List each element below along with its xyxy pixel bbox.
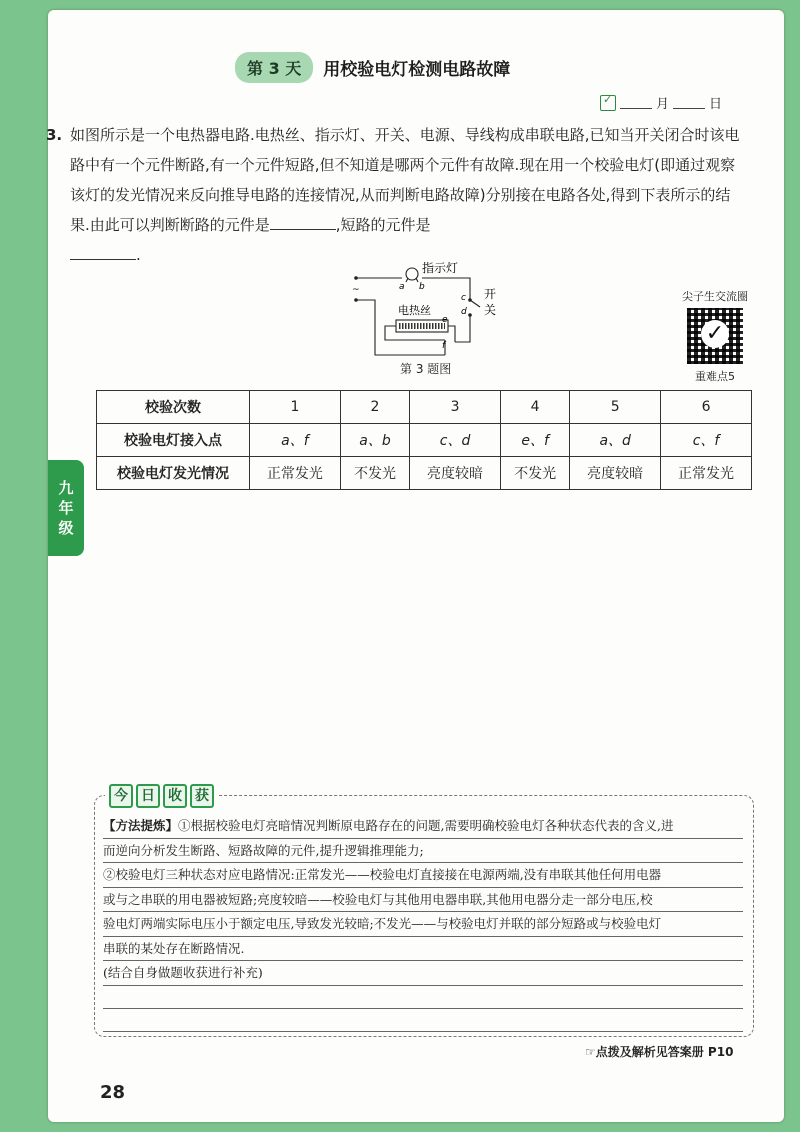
row-header: 校验电灯发光情况 — [97, 457, 250, 490]
table-cell: 5 — [570, 391, 661, 424]
page-title: 用校验电灯检测电路故障 — [323, 60, 511, 80]
table-cell: 亮度较暗 — [410, 457, 501, 490]
harvest-line — [103, 814, 743, 839]
qr-code[interactable] — [687, 308, 743, 364]
qr-bottom-label: 重难点5 — [695, 370, 735, 383]
table-cell: 不发光 — [340, 457, 409, 490]
check-icon: ✓ — [701, 320, 729, 348]
grade-char: 年 — [58, 499, 74, 517]
row-header: 校验次数 — [97, 391, 250, 424]
label-c: c — [461, 293, 466, 303]
table-row — [97, 457, 752, 490]
label-f: f — [442, 341, 446, 351]
label-switch-1: 开 — [484, 287, 497, 301]
day-blank[interactable] — [673, 96, 705, 109]
question-number: 3. — [46, 126, 63, 144]
table-cell: 4 — [500, 391, 569, 424]
table-cell: 3 — [410, 391, 501, 424]
harvest-line[interactable]: (结合自身做题收获进行补充) — [103, 961, 743, 986]
label-a: a — [399, 282, 405, 292]
answer-reference: ☞点拨及解析见答案册 P10 — [585, 1045, 734, 1059]
grade-tab — [48, 460, 84, 556]
harvest-line: ②校验电灯三种状态对应电路情况:正常发光——校验电灯直接接在电源两端,没有串联其他任何用电器 — [103, 863, 743, 888]
grade-char: 级 — [58, 519, 74, 537]
harvest-line: 串联的某处存在断路情况. — [103, 937, 743, 962]
label-lamp: 指示灯 — [422, 261, 459, 275]
date-field — [600, 93, 722, 112]
question-3 — [46, 120, 750, 270]
table-row — [97, 391, 752, 424]
harvest-blank-line[interactable] — [103, 986, 743, 1009]
label-e: e — [442, 315, 448, 325]
harvest-body — [103, 814, 743, 1032]
qr-top-label: 尖子生交流圈 — [682, 290, 748, 303]
table-cell: 1 — [250, 391, 341, 424]
label-d: d — [461, 307, 467, 317]
harvest-title-char: 收 — [163, 784, 187, 808]
month-label: 月 — [656, 97, 670, 112]
table-cell: e、f — [500, 424, 569, 457]
harvest-title — [105, 784, 218, 808]
row-header: 校验电灯接入点 — [97, 424, 250, 457]
results-table — [96, 390, 752, 490]
figure-caption: 第 3 题图 — [400, 362, 452, 376]
harvest-line: 而逆向分析发生断路、短路故障的元件,提升逻辑推理能力; — [103, 839, 743, 864]
grade-char: 九 — [58, 479, 74, 497]
table-cell: 亮度较暗 — [570, 457, 661, 490]
day-badge: 第 3 天 — [235, 52, 313, 83]
day-label: 日 — [709, 97, 723, 112]
table-cell: 正常发光 — [250, 457, 341, 490]
daily-harvest-box — [94, 788, 754, 1037]
table-cell: 6 — [661, 391, 752, 424]
method-label: 【方法提炼】 — [103, 818, 179, 833]
question-text: 如图所示是一个电热器电路.电热丝、指示灯、开关、电源、导线构成串联电路,已知当开关闭合时该电路中有一个元件断路,有一个元件短路,但不知道是哪两个元件有故障.现在用一个校验电灯(即通过观察该灯的发光情况来反向推导电路的连接情况,从而判断电路故障)分别接在电路各处,得到下表所示的结果.由此可以判断断路的元件是 — [70, 126, 740, 234]
table-cell: 不发光 — [500, 457, 569, 490]
qr-block[interactable] — [675, 288, 755, 384]
day-header — [235, 52, 510, 83]
harvest-line: 验电灯两端实际电压小于额定电压,导致发光较暗;不发光——与校验电灯并联的部分短路或与校验电灯 — [103, 912, 743, 937]
question-text-3: . — [136, 246, 141, 264]
table-cell: 正常发光 — [661, 457, 752, 490]
table-cell: a、b — [340, 424, 409, 457]
label-heater: 电热丝 — [398, 304, 431, 317]
harvest-line: 或与之串联的用电器被短路;亮度较暗——校验电灯与其他用电器串联,其他用电器分走一部分电压,校 — [103, 888, 743, 913]
answer-blank-short-circuit[interactable] — [70, 245, 136, 260]
harvest-title-char: 今 — [109, 784, 133, 808]
label-switch-2: 关 — [484, 303, 497, 317]
question-text-2: ,短路的元件是 — [335, 216, 431, 234]
page-number: 28 — [100, 1082, 126, 1103]
calendar-check-icon — [600, 95, 616, 111]
table-cell: 2 — [340, 391, 409, 424]
table-cell: c、f — [661, 424, 752, 457]
answer-blank-open-circuit[interactable] — [270, 215, 336, 230]
table-row — [97, 424, 752, 457]
harvest-text: ①根据校验电灯亮暗情况判断原电路存在的问题,需要明确校验电灯各种状态代表的含义,进 — [178, 818, 674, 833]
month-blank[interactable] — [620, 96, 652, 109]
harvest-title-char: 日 — [136, 784, 160, 808]
table-cell: a、d — [570, 424, 661, 457]
table-cell: a、f — [250, 424, 341, 457]
harvest-blank-line[interactable] — [103, 1009, 743, 1032]
harvest-title-char: 获 — [190, 784, 214, 808]
table-cell: c、d — [410, 424, 501, 457]
source-symbol: ~ — [352, 285, 360, 295]
label-b: b — [419, 282, 425, 292]
